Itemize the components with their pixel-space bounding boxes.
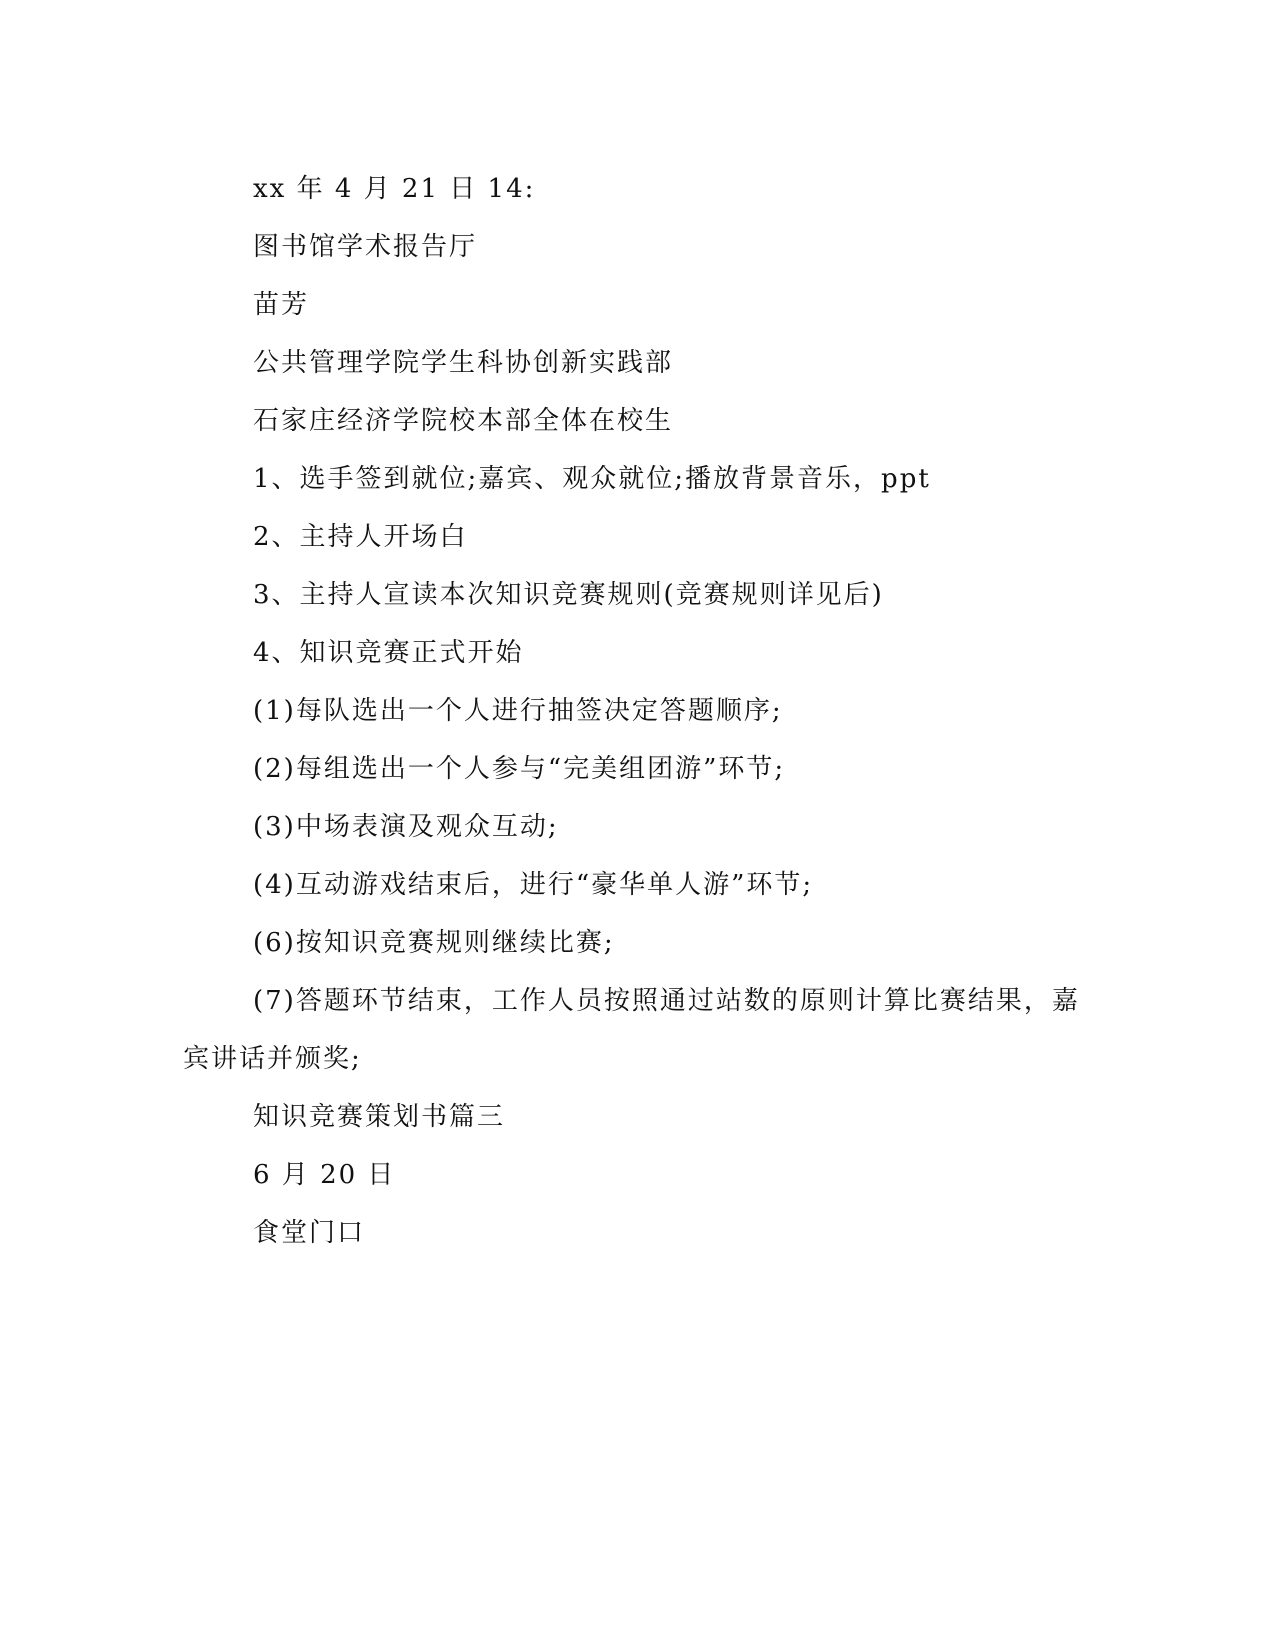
- paragraph-date: 6 月 20 日: [253, 1160, 396, 1190]
- paragraph-step-4: 4、知识竞赛正式开始: [253, 638, 524, 668]
- paragraph-substep-4: (4)互动游戏结束后，进行“豪华单人游”环节;: [253, 870, 814, 900]
- paragraph-substep-2: (2)每组选出一个人参与“完美组团游”环节;: [253, 754, 786, 784]
- paragraph-substep-7: (7)答题环节结束，工作人员按照通过站数的原则计算比赛结果，嘉宾讲话并颁奖;: [183, 986, 1080, 1074]
- paragraph-audience: 石家庄经济学院校本部全体在校生: [253, 406, 674, 436]
- paragraph-step-2: 2、主持人开场白: [253, 522, 468, 552]
- paragraph-substep-6: (6)按知识竞赛规则继续比赛;: [253, 928, 615, 958]
- paragraph-substep-3: (3)中场表演及观众互动;: [253, 812, 559, 842]
- paragraph-location: 食堂门口: [253, 1218, 366, 1248]
- paragraph-step-1: 1、选手签到就位;嘉宾、观众就位;播放背景音乐，ppt: [253, 464, 931, 494]
- paragraph-person: 苗芳: [253, 290, 310, 320]
- document-body: [183, 160, 1083, 1262]
- paragraph-time: xx 年 4 月 21 日 14:: [253, 174, 536, 204]
- paragraph-step-3: 3、主持人宣读本次知识竞赛规则(竞赛规则详见后): [253, 580, 884, 610]
- section-heading: 知识竞赛策划书篇三: [253, 1102, 506, 1132]
- paragraph-venue: 图书馆学术报告厅: [253, 232, 478, 262]
- paragraph-organizer: 公共管理学院学生科协创新实践部: [253, 348, 674, 378]
- paragraph-substep-1: (1)每队选出一个人进行抽签决定答题顺序;: [253, 696, 783, 726]
